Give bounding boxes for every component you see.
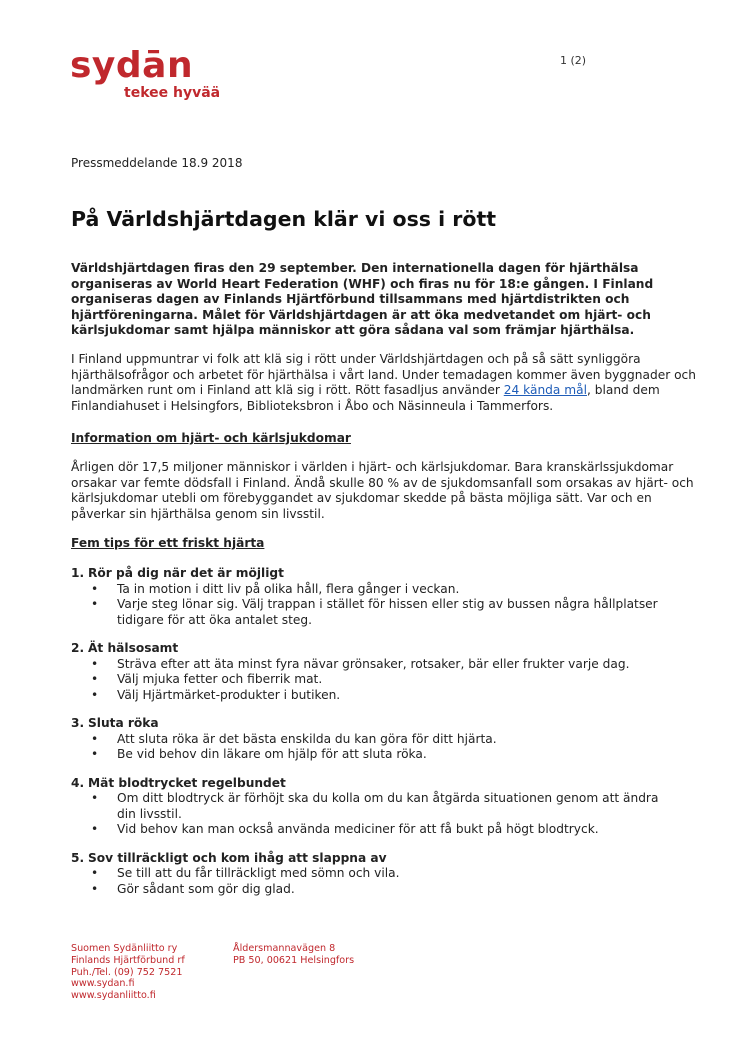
tip-item xyxy=(71,641,711,703)
bullet-item: • Gör sådant som gör dig glad. xyxy=(71,882,677,898)
paragraph-info: Årligen dör 17,5 miljoner människor i världen i hjärt- och kärlsjukdomar. Bara kranskärlssjukdomar orsakar var femte dödsfall i Finland. Ändå skulle 80 % av de sjukdomsanfall som orsakas av hjärt- och kärlsjukdomar utebli om förebyggandet av sjukdomar skedde på bästa möjliga sätt. Var och en påverkar sin hjärthälsa genom sin livsstil. xyxy=(71,460,694,521)
footer-website: www.sydanliitto.fi xyxy=(71,990,156,1002)
tip-title-text: Ät hälsosamt xyxy=(88,641,179,655)
tip-title xyxy=(71,641,711,657)
paragraph-red-lights xyxy=(71,352,696,414)
tip-title xyxy=(71,716,711,732)
paragraph-red-lights-text: I Finland uppmuntrar vi folk att klä sig i rött under Världshjärtdagen och på så sätt synliggöra hjärthälsofrågor och arbetet för hjärthälsa i vårt land. Under temadagen kommer även byggnader och landmärken runt om i Finland att klä sig i rött. Rött fasadljus använder xyxy=(71,352,696,397)
bullet-item: • Varje steg lönar sig. Välj trappan i stället för hissen eller stig av bussen några hållplatser tidigare för att öka antalet steg. xyxy=(71,597,677,628)
tip-bullets xyxy=(71,657,711,704)
heading-tips: Fem tips för ett friskt hjärta xyxy=(71,536,265,550)
page-title: På Världshjärtdagen klär vi oss i rött xyxy=(71,207,497,231)
tip-bullets xyxy=(71,866,711,897)
footer-line: PB 50, 00621 Helsingfors xyxy=(233,954,355,966)
footer-organization xyxy=(71,943,185,1002)
tip-number: 4. xyxy=(71,775,85,790)
heading-info: Information om hjärt- och kärlsjukdomar xyxy=(71,431,351,445)
tip-item xyxy=(71,851,711,898)
sydan-logo xyxy=(70,46,230,108)
page-number: 1 (2) xyxy=(560,54,587,67)
footer-phone: Puh./Tel. (09) 752 7521 xyxy=(71,966,183,978)
bullet-item: • Välj Hjärtmärket-produkter i butiken. xyxy=(71,688,677,704)
tip-title-text: Rör på dig när det är möjligt xyxy=(88,566,284,580)
tip-number: 1. xyxy=(71,566,85,580)
bullet-item: • Se till att du får tillräckligt med sömn och vila. xyxy=(71,866,677,882)
bullet-item: • Vid behov kan man också använda mediciner för att få bukt på högt blodtryck. xyxy=(71,822,677,838)
tip-bullets xyxy=(71,582,711,629)
bullet-item: • Om ditt blodtryck är förhöjt ska du kolla om du kan åtgärda situationen genom att ändra din livsstil. xyxy=(71,791,677,822)
tip-title xyxy=(71,566,711,582)
tip-title xyxy=(71,851,711,867)
bullet-item: • Sträva efter att äta minst fyra nävar grönsaker, rotsaker, bär eller frukter varje dag. xyxy=(71,657,677,673)
footer-line: Åldersmannavägen 8 xyxy=(233,943,336,954)
tip-item xyxy=(71,566,711,628)
tip-bullets xyxy=(71,791,711,838)
footer-address xyxy=(233,943,354,967)
bullet-item: • Att sluta röka är det bästa enskilda du kan göra för ditt hjärta. xyxy=(71,732,677,748)
tip-title-text: Sluta röka xyxy=(88,716,159,730)
tip-item xyxy=(71,716,711,763)
tip-title xyxy=(71,776,711,792)
logo-wordmark: sydān xyxy=(70,45,194,86)
bullet-item: • Be vid behov din läkare om hjälp för att sluta röka. xyxy=(71,747,677,763)
lead-paragraph: Världshjärtdagen firas den 29 september. Den internationella dagen för hjärthälsa organiseras av World Heart Federation (WHF) och firas nu för 18:e gången. I Finland organiseras dagen av Finlands Hjärtförbund tillsammans med hjärtdistrikten och hjärtföreningarna. Målet för Världshjärtdagen är att öka medvetandet om hjärt- och kärlsjukdomar samt hjälpa människor att göra sådana val som främjar hjärthälsa. xyxy=(71,261,654,337)
landmarks-link[interactable]: 24 kända mål xyxy=(503,383,587,397)
bullet-item: • Ta in motion i ditt liv på olika håll, flera gånger i veckan. xyxy=(71,582,677,598)
footer-line: Suomen Sydänliitto ry xyxy=(71,943,178,954)
tips-list xyxy=(71,566,711,897)
footer-line: Finlands Hjärtförbund rf xyxy=(71,954,185,966)
bullet-item: • Välj mjuka fetter och fiberrik mat. xyxy=(71,672,677,688)
footer-website: www.sydan.fi xyxy=(71,978,135,990)
tip-item xyxy=(71,776,711,838)
paragraph-red-lights-text-end: , bland dem Finlandiahuset i Helsingfors, Biblioteksbron i Åbo och Näsinneula i Tammerfors. xyxy=(71,383,660,413)
logo-tagline: tekee hyvää xyxy=(124,85,221,101)
press-release-date: Pressmeddelande 18.9 2018 xyxy=(71,156,243,170)
tip-number: 3. xyxy=(71,716,85,730)
tip-number: 2. xyxy=(71,641,85,655)
tip-title-text: Sov tillräckligt och kom ihåg att slappna av xyxy=(88,850,387,865)
tip-title-text: Mät blodtrycket regelbundet xyxy=(88,775,286,790)
tip-number: 5. xyxy=(71,850,85,865)
tip-bullets xyxy=(71,732,711,763)
